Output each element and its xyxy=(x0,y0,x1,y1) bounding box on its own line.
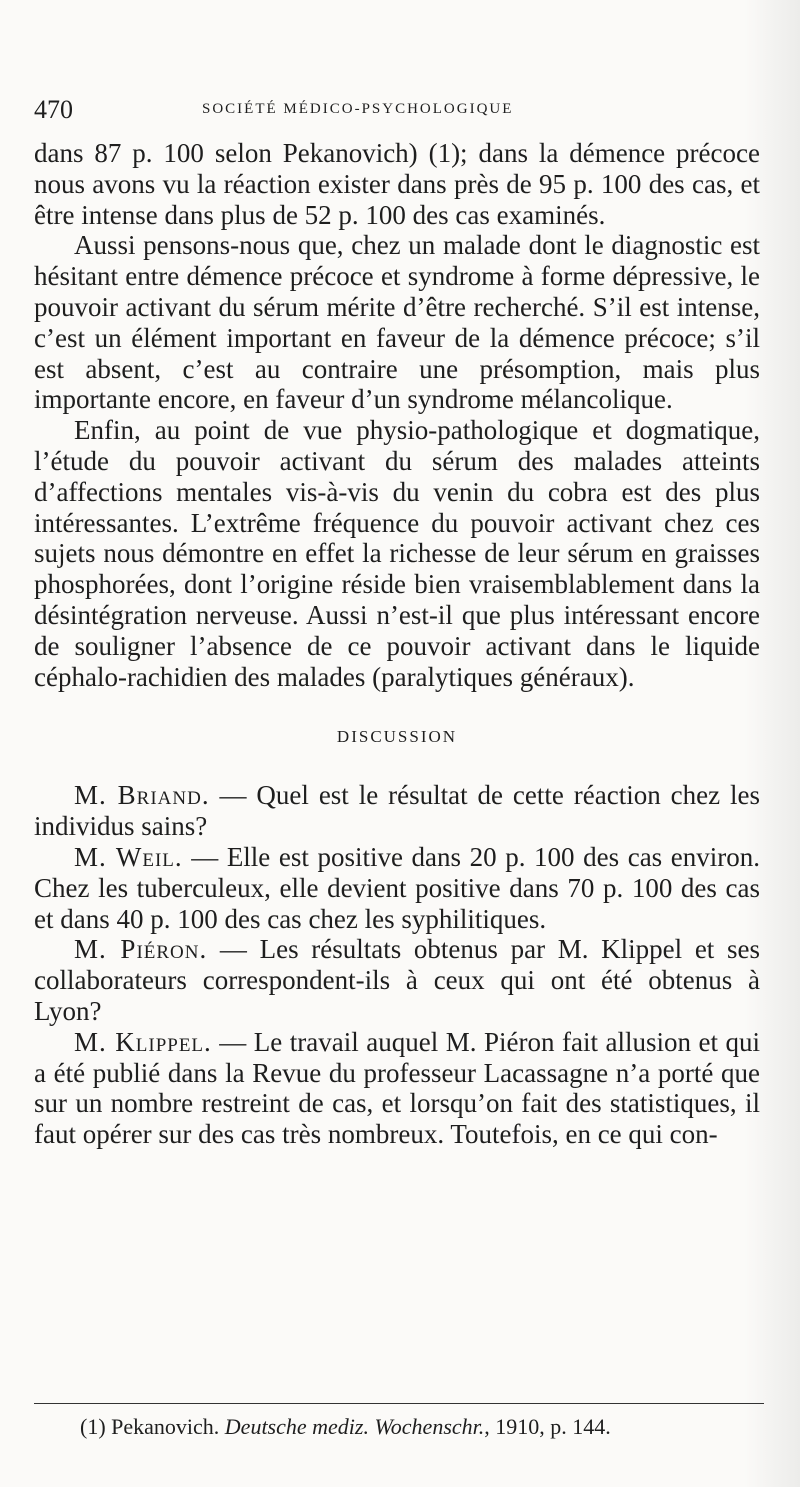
footnote-divider xyxy=(34,1403,764,1404)
speaker-name: M. Klippel. xyxy=(74,1026,212,1057)
footnote-journal: Deutsche mediz. Wochenschr. xyxy=(224,1414,485,1439)
discussion-entry-klippel xyxy=(34,1027,760,1150)
discussion-entry-briand xyxy=(34,780,760,842)
discussion-entry-pieron xyxy=(34,934,760,1026)
running-head: SOCIÉTÉ MÉDICO-PSYCHOLOGIQUE xyxy=(202,101,514,117)
paragraph-diagnosis: Aussi pensons-nous que, chez un malade dont le diagnostic est hésitant entre démence précoce et syndrome à forme dépressive, le pouvoir activant du sérum mérite d’être recherché. S’il est intense, c’est un élément important en faveur de la démence précoce; s’il est absent, c’est au contraire une présomption, mais plus importante encore, en faveur d’un syndrome mélancolique. xyxy=(34,230,760,415)
speaker-name: M. Briand. xyxy=(74,780,210,811)
speaker-text: — Quel est le résultat de cette réaction chez les individus sains? xyxy=(34,780,760,842)
speaker-text: — Le travail auquel M. Piéron fait allusion et qui a été publié dans la Revue du professeur Lacassagne n’a porté que sur un nombre restreint de cas, et lorsqu’on fait des statistiques, il faut opérer sur des cas très nombreux. Toutefois, en ce qui con- xyxy=(34,1026,760,1150)
page-body xyxy=(34,138,760,1150)
footnote-citation: , 1910, p. 144. xyxy=(484,1414,611,1439)
page-number: 470 xyxy=(34,95,73,124)
speaker-name: M. Weil. xyxy=(74,841,183,872)
discussion-heading: DISCUSSION xyxy=(336,727,458,747)
page-header xyxy=(34,95,774,127)
speaker-text: — Elle est positive dans 20 p. 100 des cas environ. Chez les tuberculeux, elle devient positive dans 70 p. 100 des cas et dans 40 p. 100 des cas chez les syphilitiques. xyxy=(34,841,761,934)
discussion-entry-weil xyxy=(34,842,760,934)
paragraph-physiopathology: Enfin, au point de vue physio-pathologique et dogmatique, l’étude du pouvoir activant du sérum des malades atteints d’affections mentales vis-à-vis du venin du cobra est des plus intéressantes. L’extrême fréquence du pouvoir activant chez ces sujets nous démontre en effet la richesse de leur sérum en graisses phosphorées, dont l’origine réside bien vraisemblablement dans la désintégration nerveuse. Aussi n’est-il que plus intéressant encore de souligner l’absence de ce pouvoir activant dans le liquide céphalo-rachidien des malades (paralytiques généraux). xyxy=(34,415,760,692)
speaker-name: M. Piéron. xyxy=(74,934,208,965)
paragraph-continuation: dans 87 p. 100 selon Pekanovich) (1); dans la démence précoce nous avons vu la réaction exister dans près de 95 p. 100 des cas, et être intense dans plus de 52 p. 100 des cas examinés. xyxy=(34,138,760,230)
speaker-text: — Les résultats obtenus par M. Klippel et ses collaborateurs correspondent-ils à ceux qui ont été obtenus à Lyon? xyxy=(34,934,760,1026)
footnote xyxy=(80,1414,611,1440)
footnote-marker: (1) Pekanovich. xyxy=(80,1414,220,1439)
